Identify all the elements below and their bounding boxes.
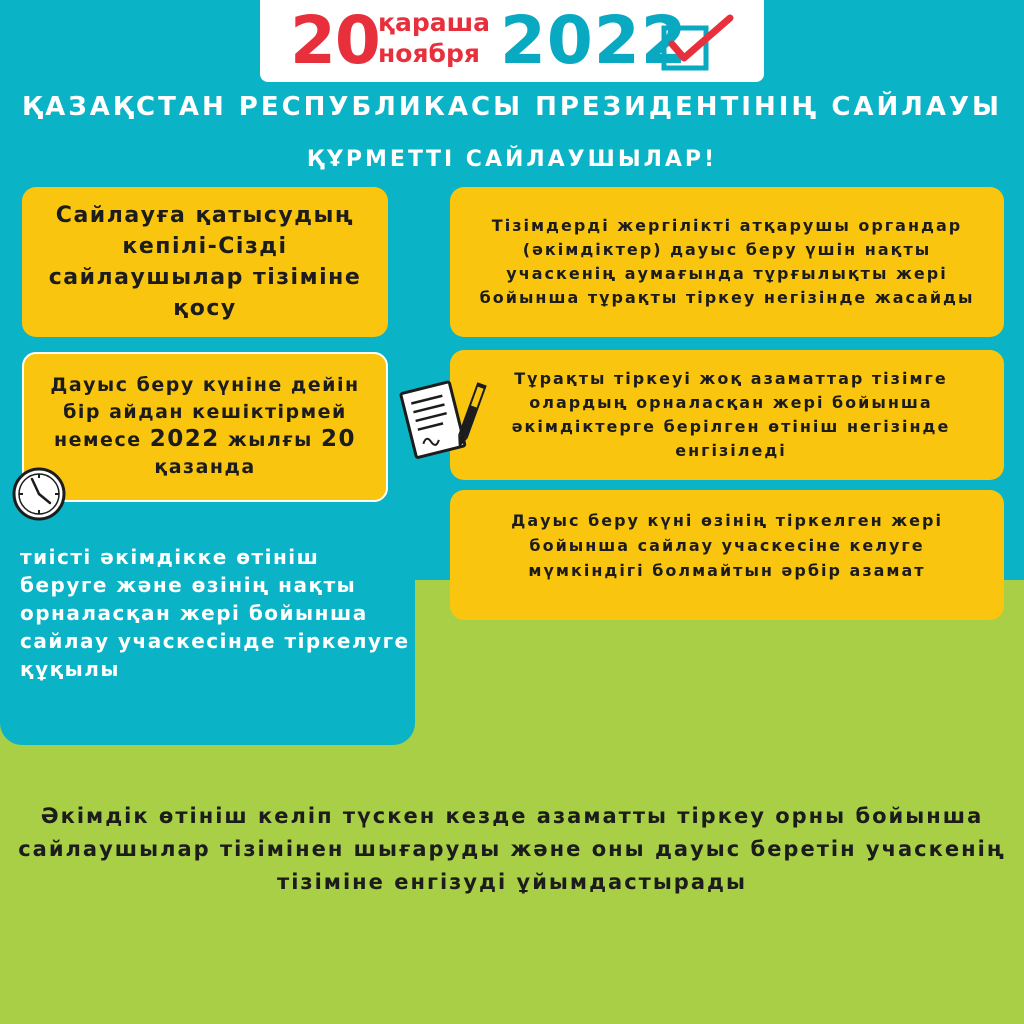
checkbox-check-icon xyxy=(660,14,734,72)
document-pen-icon xyxy=(396,376,488,464)
date-banner xyxy=(260,0,764,82)
right-card-3 xyxy=(450,490,1004,620)
clock-icon xyxy=(10,465,68,523)
date-month-ru: ноября xyxy=(378,39,480,68)
date-day: 20 xyxy=(290,2,380,79)
page-title: ҚАЗАҚСТАН РЕСПУБЛИКАСЫ ПРЕЗИДЕНТІНІҢ САЙЛАУЫ xyxy=(22,92,1002,122)
date-year: 2022 xyxy=(500,2,688,79)
left-info-text: тиісті әкімдікке өтініш беруге және өзінің нақты орналасқан жері бойынша сайлау учаскесінде тіркелуге құқылы xyxy=(20,545,410,681)
page-subtitle: ҚҰРМЕТТІ САЙЛАУШЫЛАР! xyxy=(306,147,718,172)
date-month-kz: қараша xyxy=(378,8,491,37)
right-card-2-text: Тұрақты тіркеуі жоқ азаматтар тізімге олардың орналасқан жері бойынша әкімдіктерге берілген өтініш негізінде енгізіледі xyxy=(511,369,951,460)
left-card-2-text: Дауыс беру күніне дейін бір айдан кешіктірмей немесе 2022 жылғы 20 қазанда xyxy=(50,374,360,478)
right-card-1-text: Тізімдерді жергілікті атқарушы органдар (әкімдіктер) дауыс беру үшін нақты учаскенің аумағында тұрғылықты жері бойынша тұрақты тіркеу негізінде жасайды xyxy=(479,216,975,307)
right-card-1 xyxy=(450,187,1004,337)
left-card-1 xyxy=(22,187,388,337)
right-card-3-text: Дауыс беру күні өзінің тіркелген жері бойынша сайлау учаскесіне келуге мүмкіндігі болмайтын әрбір азамат xyxy=(511,511,943,580)
left-card-2 xyxy=(22,352,388,502)
footer-text: Әкімдік өтініш келіп түскен кезде азаматты тіркеу орны бойынша сайлаушылар тізімінен шығаруды және оны дауыс беретін учаскенің тізіміне енгізуді ұйымдастырады xyxy=(18,804,1006,894)
right-card-2 xyxy=(450,350,1004,480)
left-card-1-text: Сайлауға қатысудың кепілі-Сізді сайлаушылар тізіміне қосу xyxy=(48,203,362,321)
